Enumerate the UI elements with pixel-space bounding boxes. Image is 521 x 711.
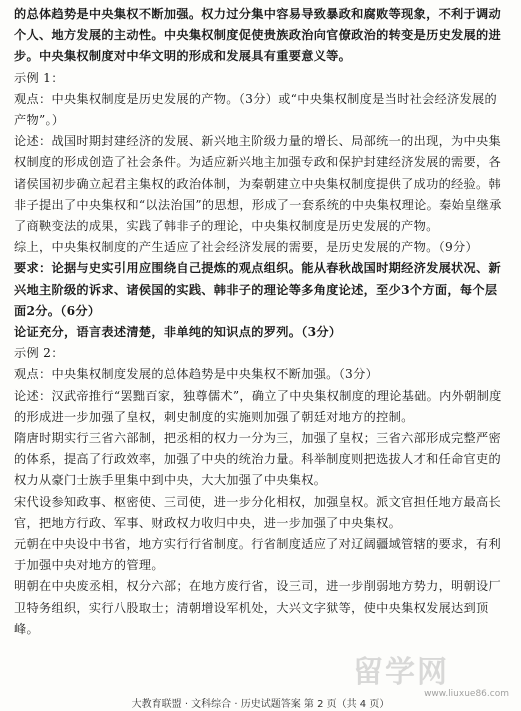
example-1-conclusion: 综上，中央集权制度的产生适应了社会经济发展的需要，是历史发展的产物。（9分）	[14, 240, 478, 255]
watermark-logo	[353, 647, 513, 699]
example-1-viewpoint: 观点：中央集权制度是历史发展的产物。（3分）或“中央集权制度是当时社会经济发展的产物”。）	[14, 91, 498, 128]
example-2-ming-qing: 明朝在中央废丞相，权分六部；在地方废行省，设三司，进一步削弱地方势力，明朝设厂卫特务组织，实行八股取士；清朝增设军机处，大兴文字狱等，使中央集权发展达到顶峰。	[14, 579, 502, 636]
example-2-yuan: 元朝在中央设中书省，地方实行行省制度。行省制度适应了对辽阔疆域管辖的要求，有利于加强中央对地方的管理。	[14, 537, 502, 573]
answer-body	[14, 4, 509, 640]
example-2-viewpoint: 观点：中央集权制度发展的总体趋势是中央集权不断加强。（3分）	[14, 367, 379, 382]
example-2-sui-tang: 隋唐时期实行三省六部制，把丞相的权力一分为三，加强了皇权；三省六部形成完整严密的体系，提高了行政效率，加强了中央的统治力量。科举制度则把选拔人才和任命官吏的权力从豪门士族手里集中到中央，大大加强了中央集权。	[14, 431, 502, 488]
paragraph-intro: 的总体趋势是中央集权不断加强。权力过分集中容易导致暴政和腐败等现象，不利于调动个人、地方发展的主动性。中央集权制度促使贵族政治向官僚政治的转变是历史发展的进步。中央集权制度对中华文明的形成和发展具有重要意义等。	[14, 7, 502, 64]
example-1-heading: 示例 1：	[14, 70, 64, 85]
grading-requirement: 要求：论据与史实引用应围绕自己提炼的观点组织。能从春秋战国时期经济发展状况、新兴地主阶级的诉求、诸侯国的实践、韩非子的理论等多角度论述，至少3个方面，每个层面2分。（6分）	[14, 261, 502, 318]
example-2-han-dynasty: 论述：汉武帝推行“罢黜百家，独尊儒术”，确立了中央集权制度的理论基础。内外朝制度的形成进一步加强了皇权，刺史制度的实施则加强了朝廷对地方的控制。	[14, 388, 502, 424]
example-2-song: 宋代设参知政事、枢密使、三司使，进一步分化相权，加强皇权。派文官担任地方最高长官，把地方行政、军事、财政权力收归中央，进一步加强了中央集权。	[14, 494, 502, 530]
example-2-heading: 示例 2：	[14, 346, 64, 361]
page-footer: 大教育联盟 · 文科综合 · 历史试题答案 第 2 页（共 4 页）	[131, 699, 390, 710]
grading-argument-quality: 论证充分，语言表述清楚，非单纯的知识点的罗列。（3分）	[14, 325, 342, 340]
watermark-logo-text: 留学网	[353, 655, 449, 690]
watermark-url: www.liuxue86.com	[424, 689, 509, 699]
example-1-argument: 论述：战国时期封建经济的发展、新兴地主阶级力量的增长、局部统一的出现，为中央集权制度的形成创造了社会条件。为适应新兴地主加强专政和保护封建经济发展的需要，各诸侯国初步确立起君主集权的政治体制，为秦朝建立中央集权制度提供了成功的经验。韩非子提出了中央集权和“以法治国”的思想，形成了一套系统的中央集权理论。秦始皇继承了商鞅变法的成果，实践了韩非子的理论，中央集权制度是历史发展的产物。	[14, 134, 502, 234]
